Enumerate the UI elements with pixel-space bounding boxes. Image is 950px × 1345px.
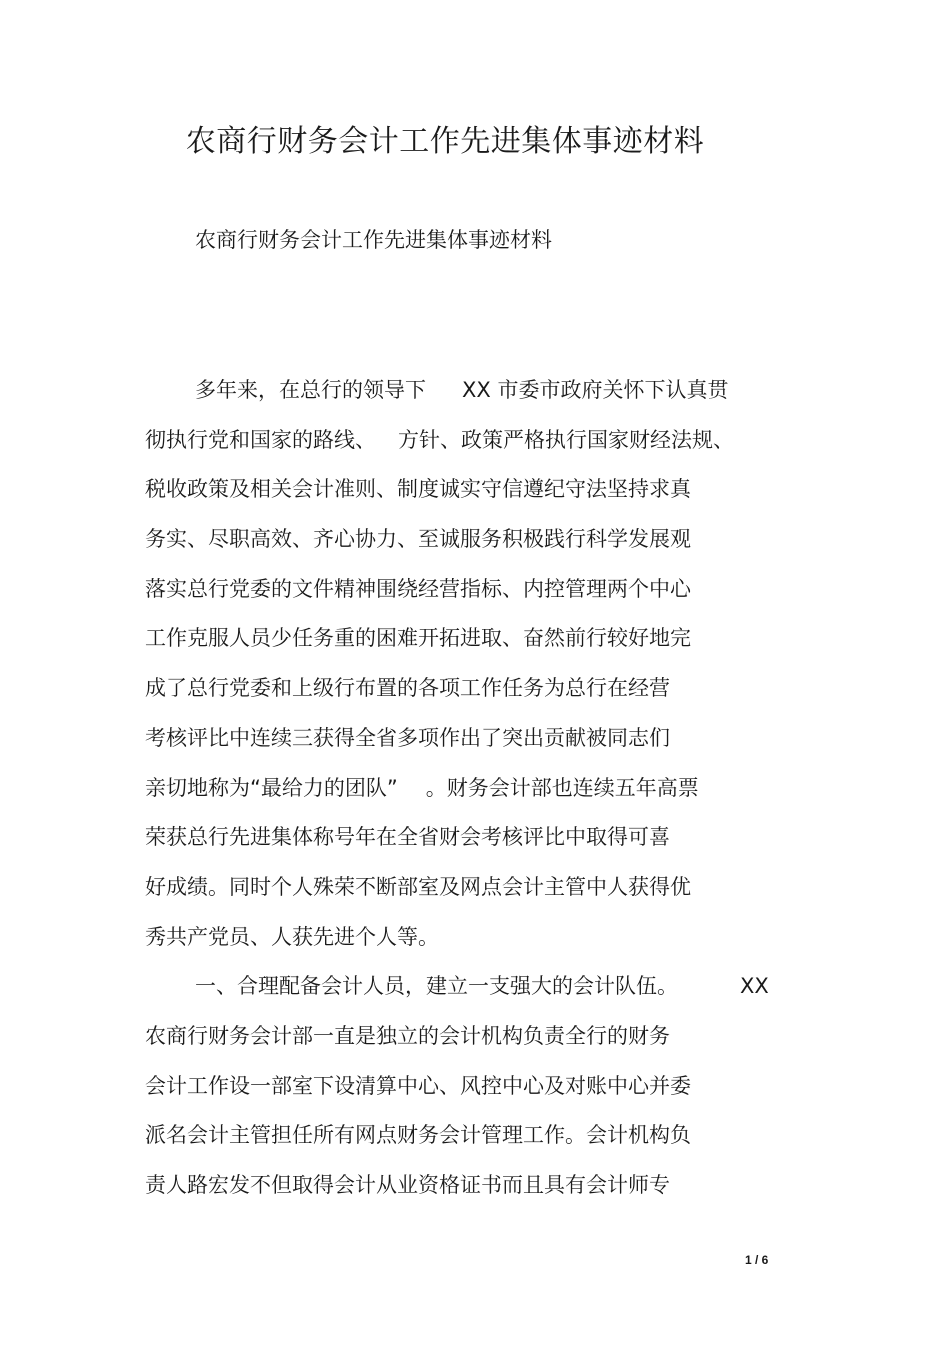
paragraph-line: 落实总行党委的文件精神围绕经营指标、内控管理两个中心: [145, 576, 691, 601]
document-subtitle: 农商行财务会计工作先进集体事迹材料: [195, 228, 552, 252]
paragraph-line: 荣获总行先进集体称号年在全省财会考核评比中取得可喜: [145, 825, 670, 850]
document-title: 农商行财务会计工作先进集体事迹材料: [185, 124, 705, 159]
text-segment: XX: [740, 974, 769, 999]
text-segment: 多年来，在总行的领导下: [195, 378, 426, 402]
paragraph-line: 责人路宏发不但取得会计从业资格证书而且具有会计师专: [145, 1173, 670, 1197]
paragraph-line: 农商行财务会计部一直是独立的会计机构负责全行的财务: [145, 1023, 670, 1048]
paragraph-line: [145, 966, 845, 1016]
paragraph-line: [145, 370, 845, 420]
text-segment: XX 市委市政府关怀下认真贯: [462, 378, 729, 402]
paragraph-line: [145, 768, 845, 818]
paragraph-line: 会计工作设一部室下设清算中心、风控中心及对账中心并委: [145, 1073, 691, 1098]
text-segment: 彻执行党和国家的路线、: [145, 427, 376, 452]
paragraph-line: 秀共产党员、人获先进个人等。: [145, 924, 439, 949]
text-segment: 一、合理配备会计人员，建立一支强大的会计队伍。: [195, 974, 678, 999]
paragraph-line: 好成绩。同时个人殊荣不断部室及网点会计主管中人获得优: [145, 874, 691, 899]
paragraph-line: 成了总行党委和上级行布置的各项工作任务为总行在经营: [145, 676, 670, 701]
text-segment: 方针、政策严格执行国家财经法规、: [398, 427, 734, 452]
paragraph-line: 工作克服人员少任务重的困难开拓进取、奋然前行较好地完: [145, 626, 691, 651]
document-body: [145, 370, 845, 1215]
paragraph-line: 派名会计主管担任所有网点财务会计管理工作。会计机构负: [145, 1123, 691, 1148]
text-segment: 亲切地称为“最给力的团队”: [145, 775, 398, 800]
paragraph-line: 务实、尽职高效、齐心协力、至诚服务积极践行科学发展观: [145, 527, 691, 552]
page-number: 1 / 6: [745, 1253, 769, 1267]
paragraph-line: 税收政策及相关会计准则、制度诚实守信遵纪守法坚持求真: [145, 477, 691, 502]
text-segment: 。财务会计部也连续五年高票: [425, 775, 699, 800]
paragraph-line: [145, 420, 845, 470]
paragraph-line: 考核评比中连续三获得全省多项作出了突出贡献被同志们: [145, 725, 670, 750]
